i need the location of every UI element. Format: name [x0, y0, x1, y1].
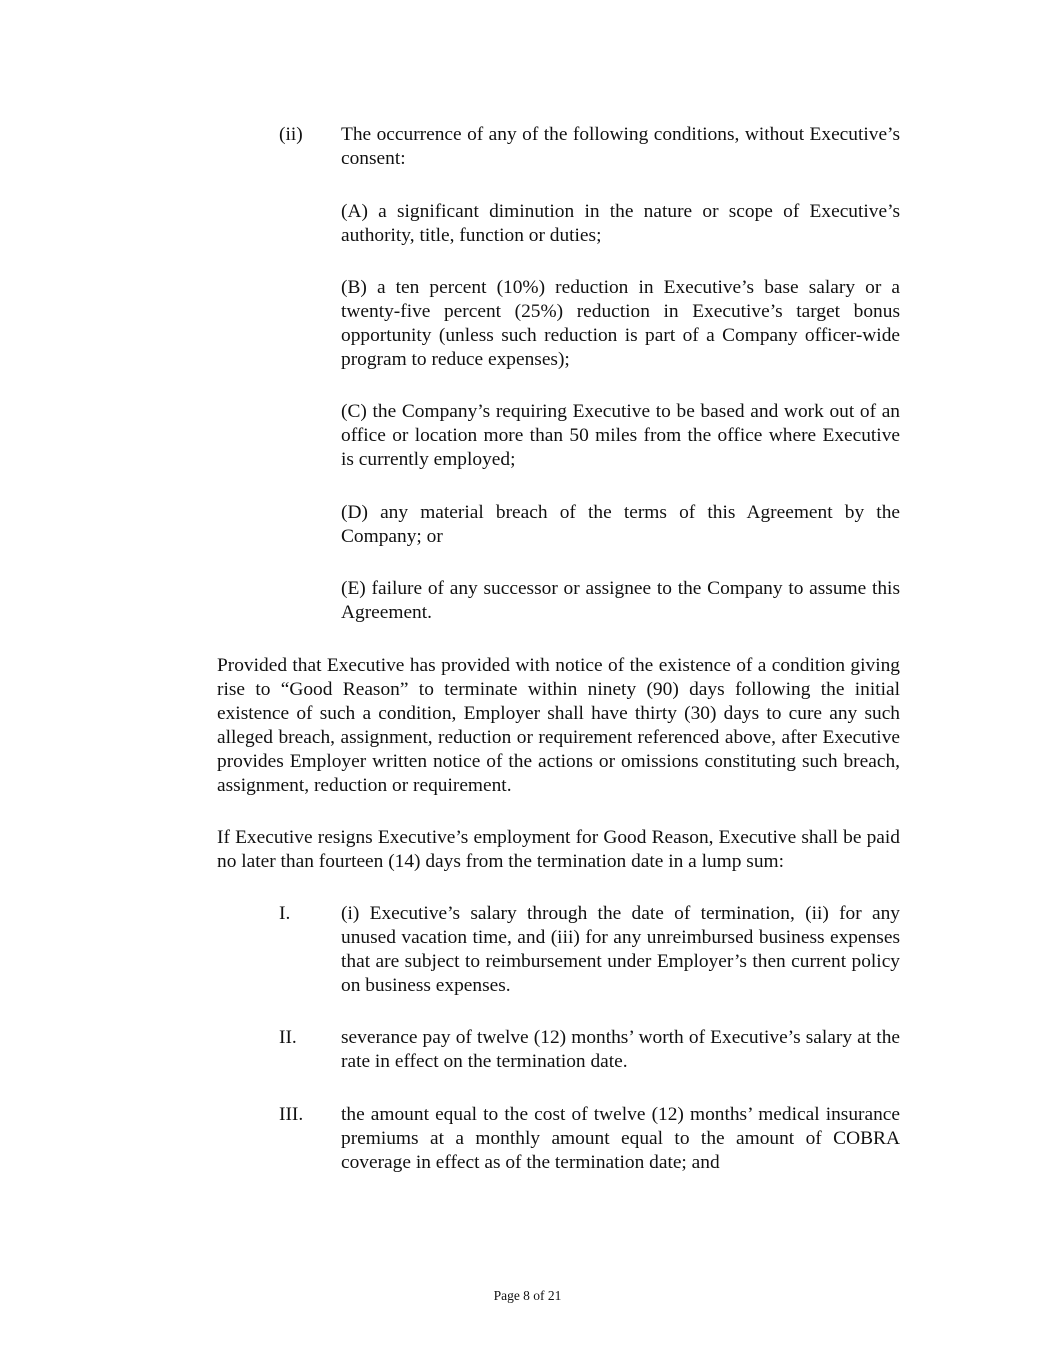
cure-period-paragraph: Provided that Executive has provided with notice of the existence of a condition giving rise to “Good Reason” to terminate within ninety (90) days following the initial existence of such a condition, Employer shall have thirty (30) days to cure any such alleged breach, assignment, reduction or requirement referenced above, after Executive provides Employer written notice of the actions or omissions constituting such breach, assignment, reduction or requirement. [217, 655, 900, 796]
clause-text: The occurrence of any of the following conditions, without Executive’s consent: [341, 124, 900, 169]
payment-marker: I. [279, 903, 291, 924]
page-number: Page 8 of 21 [493, 1288, 562, 1303]
payment-text: (i) Executive’s salary through the date of termination, (ii) for any unused vacation time, and (iii) for any unreimbursed business expenses that are subject to reimbursement under Employer’s then current policy on business expenses. [341, 903, 900, 996]
payment-marker: III. [279, 1104, 304, 1125]
resignation-paragraph: If Executive resigns Executive’s employment for Good Reason, Executive shall be paid no later than fourteen (14) days from the termination date in a lump sum: [217, 827, 900, 872]
payment-text: the amount equal to the cost of twelve (12) months’ medical insurance premiums at a monthly amount equal to the amount of COBRA coverage in effect as of the termination date; and [341, 1104, 900, 1173]
condition-a: (A) a significant diminution in the nature or scope of Executive’s authority, title, function or duties; [341, 201, 900, 246]
payment-text: severance pay of twelve (12) months’ worth of Executive’s salary at the rate in effect on the termination date. [341, 1027, 900, 1072]
condition-e: (E) failure of any successor or assignee to the Company to assume this Agreement. [341, 578, 900, 623]
payment-marker: II. [279, 1027, 297, 1048]
clause-marker: (ii) [279, 124, 303, 145]
condition-d: (D) any material breach of the terms of this Agreement by the Company; or [341, 502, 900, 547]
condition-c: (C) the Company’s requiring Executive to be based and work out of an office or location more than 50 miles from the office where Executive is currently employed; [341, 401, 900, 470]
condition-b: (B) a ten percent (10%) reduction in Executive’s base salary or a twenty-five percent (25%) reduction in Executive’s target bonus opportunity (unless such reduction is part of a Company officer-wide program to reduce expenses); [341, 277, 900, 370]
